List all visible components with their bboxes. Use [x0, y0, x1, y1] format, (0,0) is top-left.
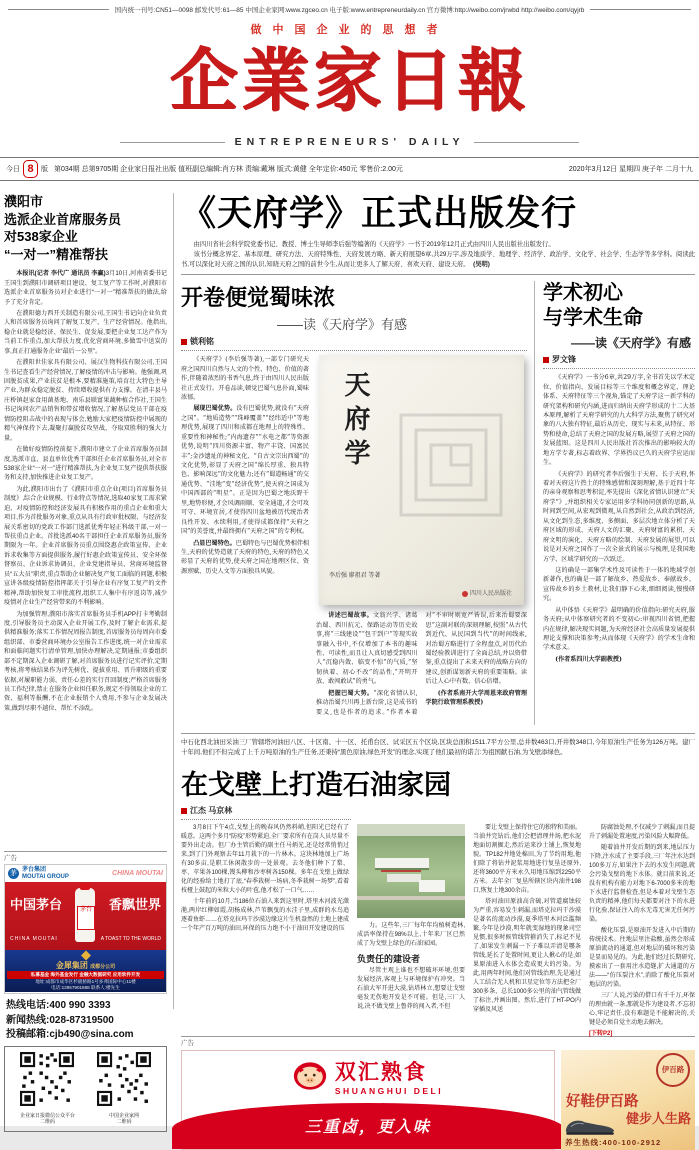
- issue-date: 2020年3月12日 星期四 庚子年 二月十九: [568, 166, 693, 173]
- paragraph: 在濮阳世佳家具有限公司、展汉生物科技有限公司,王国生书记查看生产经营情况,了解疫情的冲击与影响。他强调,巩固脱贫成果,产业扶贫是根本,要精准施策,培育壮大特色主导产业,为群众稳定脱贫、持续增收提供有力支撑。在清丰县马庄桥镇赵家食用菌基地、南乐县联富果蔬种植合作社,王国生书记询问农产品销售和带贫增收情况,了解基层党员干部在疫情防控阻击战中的表现与体会,勉励大家把疫情防控中展现的精气神保持下去,凝聚打赢脱贫攻坚战、夺取双胜利的强大力量。: [4, 359, 167, 442]
- pig-mascot-icon: [293, 1059, 327, 1093]
- jinxi-name: 金犀集团 成都分公司: [55, 961, 116, 971]
- main-headline: 《天府学》正式出版发行: [181, 193, 578, 234]
- main-area: [181, 193, 695, 1150]
- qr-code-icon: [97, 1052, 151, 1106]
- qr-caption: 中国企业家网 二维码: [108, 1112, 139, 1126]
- oil-column-3: [473, 824, 581, 1031]
- divider: [8, 9, 109, 10]
- oil-article-headline: 在戈壁上打造石油家园: [181, 769, 451, 801]
- oil-column-1: [181, 824, 349, 1031]
- yibailu-seal-icon: 伊百路: [656, 1053, 690, 1087]
- photo-road: [357, 896, 465, 900]
- oil-subhead: 负责任的建设者: [357, 953, 421, 964]
- byline-square-icon: [181, 808, 187, 814]
- dotted-divider: [181, 818, 351, 820]
- moutai-en2: A TOAST TO THE WORLD: [100, 936, 161, 943]
- shoe-image: [563, 1114, 619, 1136]
- paragraph: 凸显巴蜀特色。巴蜀特色与巴蜀优势相伴相生,天府的优势造就了天府的特色,天府的特色又彰显了天府的优势,使天府之国在地理区位、资源禀赋、历史人文等方面独具风貌。: [181, 539, 310, 575]
- paragraph: 把握巴蜀大势。“深化省情认识,推动治蜀兴川再上新台阶,这是成书的要义,也是作者的追求。”作者本着对“不审时则宽严皆误,后来治蜀要深思”这副对联的深刻理解,按照“从古代到近代、从民国到当代”的时间线索,对治蜀方略进行了全程盘点,对历代治蜀经验教训进行了全面总结,并以资借鉴,重点提出了未来天府的战略方向的建议,创新谋划新天府的重要策略。读后让人心中有数、信心倍增。: [316, 612, 527, 716]
- paragraph: 酸化压裂,是原油开发进入中后期的传统技术。往地层里注盐酸,虽然会形成原油流动的通道,但对地层的破坏和污染是显而易见的。为此,他们经过长期研究,摸索出了一套用注水造缝,扩大通道的方法——“仿压裂注水”,消除了酸化压裂对地层的污染。: [589, 927, 695, 988]
- review1-right-block: [316, 355, 527, 727]
- moutai-ad-body: [5, 882, 166, 950]
- jinxi-address: 地址:成都市成华区杉板桥路1号多弗国际中心11楼 电话:13957901888 联系人:楼先生: [35, 979, 136, 991]
- oil-column-4: [589, 824, 695, 1037]
- ad-label: 广告: [4, 851, 167, 862]
- page-number-badge: 8: [23, 160, 38, 178]
- oil-article-byline: 江杰 马京林: [181, 805, 351, 816]
- review-section: [181, 281, 695, 725]
- paragraph: 讲述巴蜀故事。文翁兴学、诸葛治蜀、西川抗元、保路运动等历史故事,将“三线建设”“包干到户”等现实故事融入书中,不仅增加了本书的趣味性、可读性,而且让人真切感受到四川人“沉稳内敛、临变不惊”的气质,“坚韧执着、初心不改”的品性,“开明开放、敢闯敢试”的勇气。: [316, 612, 418, 686]
- book-cover-image: [319, 355, 524, 605]
- paragraph: 从中体悟《天府学》最明确的价值指向:研究天府,服务天府;从中体察研究者的不变初心:审视四川省情,把握内在规律,解决现实问题,为天府经济社会高质量发展提供理论支撑和决策参考;从而体现《天府学》的学术生命和学术意义。: [543, 606, 695, 652]
- shuanghui-slogan: 三重卤，更入味: [304, 1116, 431, 1136]
- paragraph: 《天府学》一书分6章,共29万字,全书首先以学术定位、价值指向、发展目标等三个维度和概念界定、理论体系、天府特征等三个视角,锚定了天府学这一新学科的研究架构和研究内涵,进而归纳出天府学形成的十二大基本原理,解析了天府学研究的九大科学方法,聚焦了研究对象的八大独有特征,最后从历史、现实与未来,从特征、形势和使命,总结了天府之国的发展方略,展望了天府之国的发展蓝图。这是四川人民出版社首次推出的影响较大的地方学专著,标志着政界、学界热议已久的天府学应运而生。: [543, 374, 695, 467]
- divider: [474, 142, 579, 143]
- yibailu-slogan-2: 健步人生路: [625, 1111, 691, 1127]
- review2-subtitle: ——读《天府学》有感: [571, 336, 692, 351]
- paragraph: 3月8日下午4点,戈壁上的晚春风仍然料峭,但阳光已经有了暖意。这两个多月“防疫”形势紧迫,全厂要求所有在岗人员尽量不要外出走动。但厂办主管后勤的副主任马炳光,还是经常悄悄过来,到了门外观察去年11月栽下的一片林木。这块林地加上广场有30多亩,是职工休闲散步的一处景观。去冬他们种下了梨、枣、苹果各100棵,馒头柳和沙枣树各150棵。多年在戈壁上做绿化的经验给土地打了底,“春季栽树一场病,冬季栽树一场梦”,看着枝桠上鼓起的米粒大小的叶苞,他才松了一口气……: [181, 824, 349, 894]
- paragraph: 三厂人说,污染的借口有千千万,环保的理由就一条,那就是作为建设者,不忘初心,牢记责任,没有难题是不能解决的,关键是必须自觉主动地去解决。: [589, 992, 695, 1026]
- column-divider: [173, 193, 174, 1009]
- oil-article-lead: 中石化西北油田采油三厂管辖塔河油田八区、十区南、十一区、托甫台区、试采区五个区块,区块总面积1511.7平方公里,总井数463口,开井数348口,今年原油生产任务为126万吨。建厂十年间,他们不但完成了上千万吨原油的生产任务,还秉持“黑色原油,绿色开发”的理念,实现了他们最初的诺言:为祖国献石油,为戈壁添绿色。: [181, 733, 695, 759]
- paragraph: 《天府学》的研究者李后强生于天府、长于天府,怀着对天府这片热土的特殊感情和深刻理解,基于近四十年的亲身观察和思考积淀,率先提出《深化省情认识建立“天府学”》,并组织相关专家运用多学科协同创新的思路,从时间到空间,从宏观到微观,从自然到社会,从政治到经济,从文化到生态,多维度、多侧面、多层次地立体分析了天府区域的形成、天府人文的汇聚、天府财富的累积、天府文明的演化、天府方略的绘制、天府发展的展望,可以说是对天府之国作了一次全景式的展示与梳理,是我国地方学、区域学研究的一次跃迁。: [543, 470, 695, 563]
- moutai-group-name: 茅台集团 MOUTAI GROUP: [22, 867, 69, 880]
- maze-pattern-icon: [396, 410, 506, 520]
- review1-column-bc: [316, 611, 527, 719]
- moutai-bottle-image: [75, 888, 95, 942]
- qr-item-wechat: [20, 1052, 75, 1126]
- issue-details: 第034期 总第9705期 企业家日报社出版 值班副总编辑:肖方林 责编:戴琳 版式:黄健 全年定价:450元 零售价:2.00元: [54, 166, 403, 173]
- left-column: [4, 193, 167, 1132]
- shuanghui-english: SHUANGHUI DELI: [334, 1085, 444, 1096]
- photo-building: [387, 874, 421, 882]
- masthead-english-row: [0, 136, 699, 148]
- paragraph: 随着油井开发后期的到来,地层压力下降,注水成了主要手段,三厂年注水达到100多万方,如果注下去的水发生问题,就会污染戈壁的地下水体。就目前来说,还没有机构有能力对地下6-7000多米的地下水进行监督检查,但是本着对戈壁生态负责的精神,他们每天都要对注下的水进行化验,保证注入的水无毒无害无任何污染。: [589, 844, 695, 923]
- yibailu-hotline: 养生热线:400-100-2912: [565, 1137, 662, 1147]
- ban-label: 版: [41, 166, 48, 173]
- shuanghui-name: 双汇熟食: [334, 1060, 427, 1084]
- divider: [120, 142, 225, 143]
- moutai-logo-icon: 茅: [10, 870, 17, 878]
- submission-email: 投稿邮箱:cjb490@sina.com: [6, 1029, 134, 1041]
- moutai-corner-text: CHINA MOUTAI: [112, 870, 163, 878]
- paragraph: 防腐蚀处理,不仅减少了刺漏,而且提升了刺漏处置速度,污染风险大幅降低。: [589, 824, 695, 840]
- contact-block: [4, 994, 167, 1046]
- yibailu-ad: [561, 1050, 695, 1150]
- publication-info-text: 国内统一刊号:CN51—0098 邮发代号:61—85 中国企业家网:www.zgceo.cn 电子版:www.entrepreneurdaily.cn 官方微博:http://weibo.com/jrwbd http://weibo.com/qyjrb: [114, 7, 585, 14]
- paragraph: 这的确是一部集学术性及可读性于一体的地域学创新著作,也的确是一部了解故乡、热爱故乡、奉献故乡、宣传故乡的乡土教材,让我们静下心来,细细阅读,慢慢研究。: [543, 566, 695, 603]
- today-label: 今日: [6, 166, 20, 173]
- paragraph: 尽管主观上谁也不想破坏环境,但要发展经济,客观上与环境保护有冲突。当石油大军开进大漠,钻塔林立,想要让戈壁毫发无伤地开发是不可能。但是,三厂人说,决不做戈壁上鲁莽的闯入者,不但: [357, 967, 465, 1010]
- book-publisher: 四川人民出版社: [462, 588, 512, 597]
- moutai-ad: [4, 864, 167, 994]
- bottom-ads-row: [181, 1050, 695, 1150]
- paragraph: 在做好疫情防控前提下,濮阳市建立了企业首席服务员制度,选派市直、县直单位优秀干部担任企业首席服务员,对全市538家企业“一对一”进行精准帮扶,为企业复工复产提供帮扶服务和支持,加快推进企业复工复产。: [4, 446, 167, 482]
- review1-subtitle: ——读《天府学》有感: [277, 317, 408, 333]
- paragraph: 《天府学》(李后强等著),一部专门研究天府之国四川自然与人文的个性、特色、价值的著作,伴随着浓烈的书香气息,终于由四川人民出版社正式发行。开卷品读,顿觉巴蜀气息扑面,蜀味浓郁。: [181, 356, 309, 401]
- publication-info-bar: [0, 5, 699, 14]
- dotted-divider: [543, 367, 695, 369]
- review2-byline: 罗文锋: [543, 354, 695, 365]
- dotted-divider: [181, 349, 527, 351]
- photo-red-sign: [381, 870, 421, 872]
- divider: [181, 274, 695, 275]
- paragraph: 本报讯(记者 李代广 通讯员 李赢)3月10日,河南省委书记王国生到濮阳市调研项目建设、复工复产等工作时,对濮阳市选派企业首席服务员对企业进行“一对一”精准帮扶的做法,给予了充分肯定。: [4, 270, 167, 306]
- masthead-title: 企業家日報: [169, 41, 530, 121]
- shuanghui-ad: [181, 1050, 555, 1150]
- masthead-english: ENTREPRENEURS' DAILY: [234, 136, 465, 148]
- main-lead: [181, 240, 695, 270]
- byline-square-icon: [181, 339, 187, 345]
- shuanghui-header: [182, 1051, 554, 1096]
- paragraph: 力。这些年,三厂每年年均植树造林,成活率保持在98%以上,十年来厂区已然成了为戈壁上绿色的石油家园。: [357, 922, 465, 947]
- moutai-slogan-left: 中国茅台: [10, 898, 63, 914]
- photo-building: [419, 880, 445, 892]
- divider: [590, 9, 691, 10]
- review1-byline: 锁利铭: [181, 336, 527, 347]
- jinxi-logo-icon: [81, 951, 91, 961]
- review-article-2: [535, 281, 695, 725]
- paragraph: 该书分概念界定、基本原理、研究方法、天府特殊性、天府发展方略、新天府展望6章,共29万字,涉及地质学、地理学、经济学、政治学、文化学、社会学、生态学等多学科。阅读此书,可以深化对天府之国的认识,知晓天府之国的前世今生,从而让更多人了解天府、喜欢天府、建设天府。 (吴明): [181, 251, 695, 269]
- paragraph: 十年前的10月,当186位石油人来到这里时,塔里木河波光潋滟,两岸红柳如霞,胡杨成林,芦苇飘曳的水洼子里,成群的水鸟追逐着鱼虾……在塔克拉玛干沙漠边缘这片生机盎然的土地上建成一个年产百万吨的油田,环保的压力绝不小于油田开发建设的压: [181, 898, 350, 932]
- yibailu-slogan-1: 好鞋伊百路: [566, 1092, 639, 1110]
- qr-code-icon: [20, 1052, 74, 1106]
- left-article-body: [4, 269, 167, 847]
- photo-building: [375, 858, 429, 868]
- book-authors: 李后强 廖祖君 等著: [329, 573, 381, 580]
- review2-credit: (作者系四川大学副教授): [555, 655, 622, 663]
- review2-title: 学术初心 与学术生命: [543, 282, 643, 330]
- moutai-ad-header: [5, 865, 166, 882]
- paragraph: 在濮阳德力西开关制造有限公司,王国生书记向企业负责人和首席服务员询问了解复工复产、生产经营情况。他指出,稳企业就是稳经济、保民生、促发展,要把企业复工达产作为当前工作重点,加大帮扶力度,优化营商环境,多做雪中送炭的事,真正打通服务企业“最后一公里”。: [4, 309, 167, 355]
- review-article-1: [181, 281, 535, 725]
- moutai-bottle-label: 茅台: [77, 906, 95, 930]
- qr-caption: 企业家日报微信公众平台 二维码: [19, 1112, 75, 1126]
- oilfield-aerial-photo: [357, 824, 465, 918]
- news-hotline: 新闻热线:028-87319500: [6, 1014, 114, 1026]
- oil-article-columns: [181, 824, 695, 1037]
- qr-item-website: [97, 1052, 151, 1126]
- newspaper-slogan: 做中国企业的思想者: [250, 24, 449, 36]
- hotline-phone: 热线电话:400 990 3393: [6, 1000, 111, 1012]
- paragraph: 为此,濮阳市出台了《濮阳市重点企业(项目)首席服务员制度》,综合企业规模、行业特点等情况,选取40家复工需求紧迫、对疫情防控和经济发展具有积极作用的重点企业和重大项目,作为首批服务对象,重点从具有行政审批权限、与经济发展关系密切的党政工作部门选派优秀年轻正科级干部,一对一帮扶重点企业。首批选派40名干部担任企业首席服务员,服务期限为一年。企业首席服务员重点围绕惠企政策宣传、企业诉求收集等方面提供服务,履行好惠企政策宣传员、安全环保督察员、企业诉求协调员、企业党建指导员、营商环境监督员“五大员”职责,重点帮助企业解决复产复工面临的问题,积极宣讲各级疫情防控指挥部关于引导企业有序复工复产的文件精神,帮助加快复工审批流程,组织工人集中有序返岗等,减少疫情对企业生产经营带来的不利影响。: [4, 485, 167, 607]
- ad-label: 广告: [181, 1036, 695, 1047]
- qr-code-box: [4, 1046, 167, 1132]
- moutai-en1: CHINA MOUTAI: [10, 936, 58, 943]
- paragraph: 展现巴蜀优势。没有巴蜀优势,就没有“天府之国”。“地质造势”“珠峰覆盖”“经纬适中”等地理优势,展现了四川和成都在地理上的特殊性、重要性和神秘性;“内海遗存”“水电之都”等资源优势,说明“四川资源丰富、物产丰饶、国富民丰”;金沙遗址的神秘文化、“自古文宗出西蜀”的文化优势,彰显了天府之国“绵长厚重、独具特色、影响深远”的文化魅力;还有“蜀道畅通”的交通优势、“洼地”变“经济优势”,使天府之国成为中国西部的“明星”。正是因为巴蜀之地沃野千里,地势形便,才会风调雨顺、安全通道,才会可攻可守、环境宜居,才使得四川盆地被历代统治者良性开发、永续利用,才使得成都保持“天府之国”的美誉度,并最终拥有“天府之国”的专利权。: [181, 405, 310, 536]
- oil-column-2: [357, 922, 465, 1031]
- review1-credit: (作者系南开大学周恩来政府管理学院行政管理系教授): [425, 689, 527, 707]
- issue-info-bar: [0, 157, 699, 181]
- photo-sky: [357, 824, 465, 836]
- review1-column-a: [181, 355, 309, 727]
- review1-title: 开卷便觉蜀味浓: [181, 285, 336, 311]
- moutai-slogan-right: 香飘世界: [108, 898, 161, 914]
- byline-square-icon: [543, 357, 549, 363]
- paragraph: 要让戈壁上保持住它的独特和美丽。当油井完钻后,他们会把清理井场,把水泥地面切割掘走,然后运来沙土铺上,恢复地貌。TP182井地处棉田,为了节约用地,他们除了将钻井泥浆用地进行复垦还原外,还将3600平方米永久用地压缩到2250平方米。去年全厂复垦所辖区块内油井198口,恢复土地300余亩。: [473, 824, 582, 894]
- jump-to-page-note: [下转P2]: [589, 1030, 613, 1037]
- lead-credit: (吴明): [473, 261, 490, 269]
- oil-article: [181, 733, 695, 1037]
- book-title: 天府学: [340, 371, 370, 474]
- review2-body: [543, 373, 695, 709]
- jinxi-services: 私募基金 海外基金发行 金融大数据研究 应用软件开发: [7, 971, 164, 979]
- paragraph: 塔河油田原油高含硫,对管道腐蚀较为严重,容易发生刺漏,而塔克拉玛干沙漠是著名的流动沙漠,夏季塔里木河泛滥频繁,今年是沙漠,明年就变湿地的现象司空见惯,很多时候管线管箍消失了,标记不见了,如果发生刺漏一下子难以弄清是哪条管线,延长了处置时间,更让人揪心的是,如果原油进入水体会造成更大的污染。为此,用两年时间,他们对管线治理,先是通过人工结合无人机和卫星定位等方法把全厂300多条、总长1000多公里的油气管线做了标注,并画出图。然后,进行了HT-PO内穿插及风送: [473, 898, 582, 1013]
- shuanghui-name-block: [335, 1056, 443, 1096]
- left-article-title: 濮阳市 选派企业首席服务员 对538家企业 “一对一”精准帮扶: [4, 194, 122, 262]
- review1-body: [181, 355, 527, 727]
- jinxi-ad: [5, 950, 166, 992]
- paragraph: 为加强管理,濮阳市落实首席服务员手机APP打卡考勤制度,引导服务员主动深入企业开展工作,及时了解企业需求,提供精准服务;落实工作情况周报告制度,首席服务员每周向市委组织部、市委营商环境办公室报告工作进度,统一对企业需求和面临问题实行清单管理,加快办理解决,定期通报;市委组织部不定期深入企业调研了解,对首席服务员进行记实评价,定期考核,将考核结果作为评先树优、提拔重用、晋升职级的重要依据,对履职能力弱、责任心差的实行召回制度;严格首席服务员工作纪律,禁止在服务企业担任职务,规定不得领取企业的工资、福利等报酬,不在企业报销个人费用,不参与企业发展决策,做到尽职不越位、帮忙不添乱。: [4, 610, 167, 712]
- paragraph: 由四川省社会科学院党委书记、教授、博士生导师李后强等编著的《天府学》一书于2019年12月正式由四川人民出版社出版发行。: [193, 241, 555, 248]
